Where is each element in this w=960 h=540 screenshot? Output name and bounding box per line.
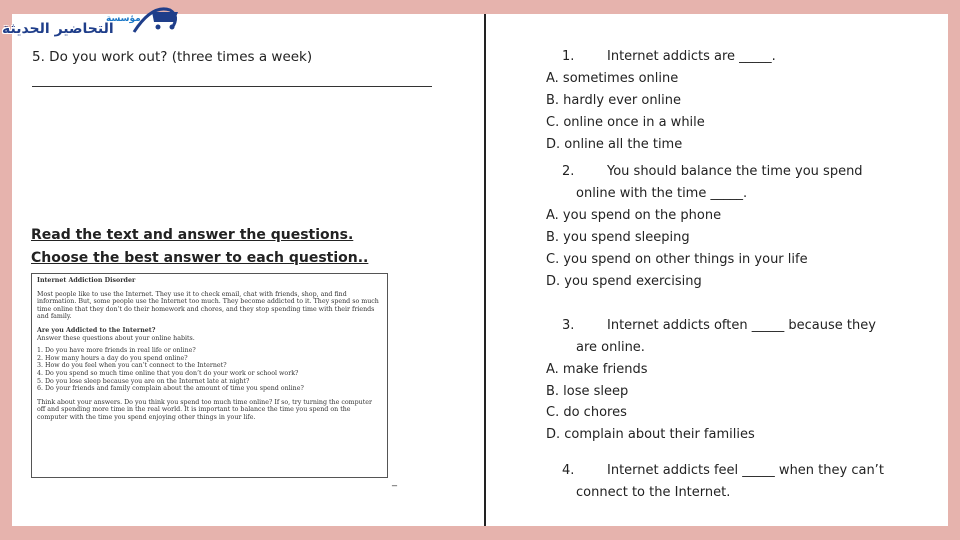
q1-option-a[interactable]: A. sometimes online: [546, 71, 679, 86]
answer-line: [32, 86, 432, 87]
q3-option-a[interactable]: A. make friends: [546, 362, 648, 377]
passage-subline: Answer these questions about your online habits.: [37, 334, 195, 342]
question-text: Internet addicts often _____ because they: [607, 318, 876, 333]
instruction-read: Read the text and answer the questions.: [31, 227, 354, 243]
q1-option-d[interactable]: D. online all the time: [546, 137, 683, 152]
institution-logo: [2, 2, 180, 42]
question-text: Internet addicts are _____.: [607, 49, 776, 64]
dash-mark: _: [392, 476, 397, 487]
question-text: You should balance the time you spend: [607, 164, 863, 179]
logo-text-large: التحاضير الحديثة: [2, 21, 114, 37]
q2-option-c[interactable]: C. you spend on other things in your life: [546, 252, 808, 267]
passage-question: 2. How many hours a day do you spend online?: [37, 354, 188, 362]
question-number: 2.: [562, 164, 575, 179]
q2-option-a[interactable]: A. you spend on the phone: [546, 208, 722, 223]
question-number: 1.: [562, 49, 575, 64]
passage-closing: Think about your answers. Do you think you spend too much time online? If so, try turning the computer off and spending more time in the real world. It is important to balance the time you spend on the computer with the time you spend enjoying other things in your life.: [37, 398, 372, 421]
question-3-continuation: are online.: [576, 340, 645, 355]
question-number: 4.: [562, 463, 575, 478]
passage-subheading: Are you Addicted to the Internet?: [37, 326, 156, 334]
q2-option-d[interactable]: D. you spend exercising: [546, 274, 702, 289]
q3-option-c[interactable]: C. do chores: [546, 405, 627, 420]
q1-option-b[interactable]: B. hardly ever online: [546, 93, 682, 108]
passage-question: 6. Do your friends and family complain about the amount of time you spend online?: [37, 385, 304, 393]
q1-option-c[interactable]: C. online once in a while: [546, 115, 705, 130]
q3-option-b[interactable]: B. lose sleep: [546, 384, 629, 399]
passage-question-list: [37, 347, 382, 393]
column-divider: [484, 14, 486, 526]
question-text: Internet addicts feel _____ when they can’t: [607, 463, 884, 478]
q2-option-b[interactable]: B. you spend sleeping: [546, 230, 690, 245]
q3-option-d[interactable]: D. complain about their families: [546, 427, 755, 442]
question-4-continuation: connect to the Internet.: [576, 485, 731, 500]
passage-question: 3. How do you feel when you can’t connect to the Internet?: [37, 362, 227, 370]
passage-title: Internet Addiction Disorder: [37, 277, 136, 284]
question-number: 3.: [562, 318, 575, 333]
question-5: 5. Do you work out? (three times a week): [32, 49, 313, 65]
instruction-choose: Choose the best answer to each question..: [31, 250, 369, 266]
question-2: [562, 164, 863, 179]
question-3: [562, 318, 876, 333]
passage-question: 4. Do you spend so much time online that you don’t do your work or school work?: [37, 369, 299, 377]
passage-question: 5. Do you lose sleep because you are on the Internet late at night?: [37, 377, 250, 385]
passage-question: 1. Do you have more friends in real life or online?: [37, 347, 196, 355]
passage-intro: Most people like to use the Internet. They use it to check email, chat with friends, shop, and find information. But, some people use the Internet too much. They become addicted to it. They spend so much time online that they don’t do their homework and chores, and they stop spending time with their friends and family.: [37, 290, 379, 321]
reading-passage: [31, 273, 388, 478]
question-1: [562, 49, 776, 64]
logo-text-small: مؤسسة: [106, 14, 141, 24]
question-2-continuation: online with the time _____.: [576, 186, 748, 201]
question-4: [562, 463, 884, 478]
